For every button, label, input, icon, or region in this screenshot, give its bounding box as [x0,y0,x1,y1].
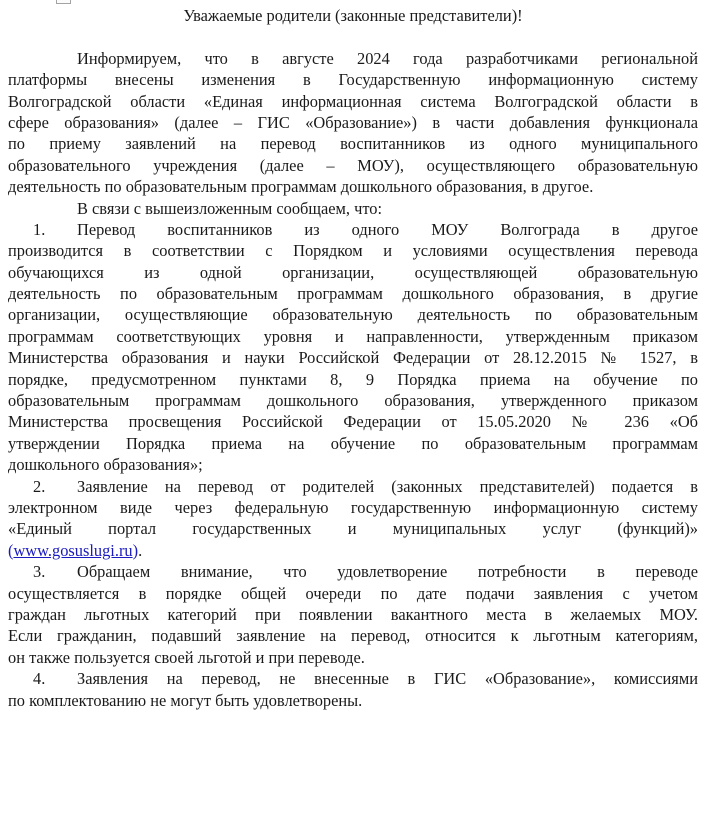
list-number: 3. [33,562,46,582]
text-line: 2. Заявление на перевод от родителей (законных представителей) подается в [33,476,698,496]
text-line: В связи с вышеизложенным сообщаем, что: [77,198,383,218]
document-body [8,48,698,711]
link-paren: ) [132,540,139,560]
document-title: Уважаемые родители (законные представители)! [183,6,523,25]
text-line: порядке, предусмотренном пунктами 8, 9 Порядка приема на обучение по [8,369,698,389]
text-line: он также пользуется своей льготой и при переводе. [8,647,365,667]
text-line: 1. Перевод воспитанников из одного МОУ Волгограда в другое [33,219,698,239]
text-line: Министерства просвещения Российской Федерации от 15.05.2020 № 236 «Об [8,412,698,432]
text-line: платформы внесены изменения в Государственную информационную систему [8,70,698,90]
text-line: деятельность по образовательным программам дошкольного образования, в другое. [8,177,594,197]
text-line: по комплектованию не могут быть удовлетворены. [8,690,363,710]
text-line: (www.gosuslugi.ru). [8,540,143,560]
list-number: 4. [33,669,46,689]
text-line: утверждении Порядка приема на обучение по образовательным программам [8,433,698,453]
text-line: Волгоградской области «Единая информационная система Волгоградской области в [8,91,698,111]
text-line: деятельность по образовательным программам дошкольного образования, в другие [8,284,698,304]
page-edge-artifact [56,0,71,4]
text-line: дошкольного образования»; [8,455,203,475]
text-line: образовательного учреждения (далее – МОУ), осуществляющего образовательную [8,155,698,175]
text-line: Министерства образования и науки Российской Федерации от 28.12.2015 № 1527, в [8,348,698,368]
text-line: 4. Заявления на перевод, не внесенные в ГИС «Образование», комиссиями [33,669,698,689]
text-line: 3. Обращаем внимание, что удовлетворение потребности в переводе [33,562,698,582]
text-line: сфере образования» (далее – ГИС «Образование») в части добавления функционала [8,112,698,132]
text-line: по приему заявлений на перевод воспитанников из одного муниципального [8,134,698,154]
text-line: образовательным программам дошкольного образования, утвержденного приказом [8,391,698,411]
list-number: 2. [33,476,46,496]
link-paren: ( [8,540,14,560]
text-line: осуществляется в порядке общей очереди по дате подачи заявления с учетом [8,583,698,603]
text-line: электронном виде через федеральную государственную информационную систему [8,498,698,517]
text-line: программам соответствующих уровня и направленности, утвержденным приказом [8,326,698,346]
text-line: Если гражданин, подавший заявление на перевод, относится к льготным категориям, [8,626,698,646]
gosuslugi-link[interactable]: www.gosuslugi.ru [13,540,133,560]
text-line: Информируем, что в августе 2024 года разработчиками региональной [77,48,698,68]
text-line: обучающихся из одной организации, осуществляющей образовательную [8,262,698,282]
text-line: граждан льготных категорий при появлении вакантного места в желаемых МОУ. [8,604,698,624]
list-number: 1. [33,219,46,239]
text-line: производится в соответствии с Порядком и условиями осуществления перевода [8,241,698,261]
text-line: «Единый портал государственных и муниципальных услуг (функций)» [8,519,698,539]
text-line: организации, осуществляющие образовательную деятельность по образовательным [8,305,698,325]
